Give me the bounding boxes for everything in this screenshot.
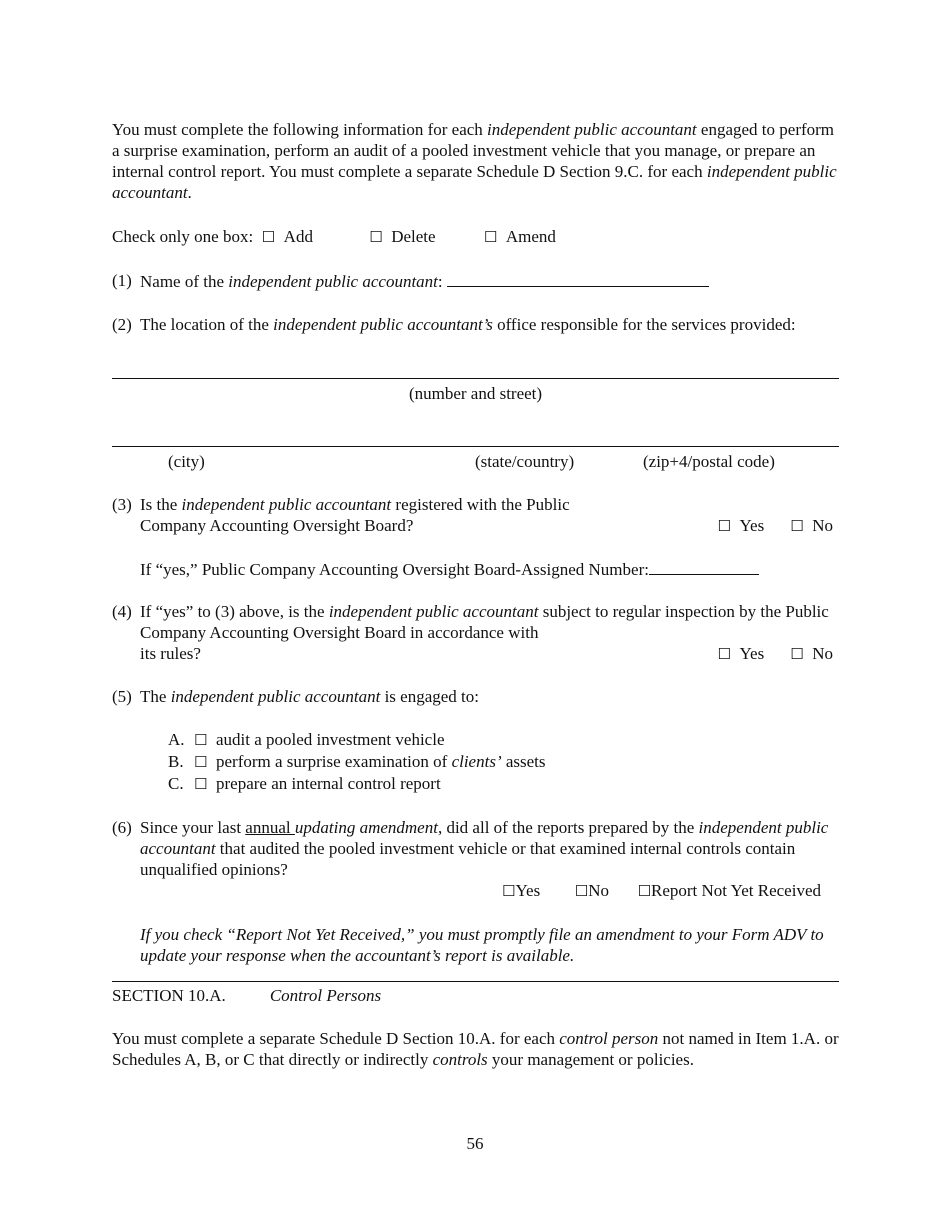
question-number: (3) — [112, 495, 132, 514]
question-number: (4) — [112, 602, 132, 621]
option-b-checkbox[interactable]: ☐ — [194, 753, 208, 771]
address-labels — [112, 451, 839, 472]
question-number: (2) — [112, 315, 132, 334]
option-a-checkbox[interactable]: ☐ — [194, 731, 208, 749]
delete-checkbox[interactable]: ☐ — [369, 228, 383, 246]
q4-no-checkbox[interactable]: ☐ — [790, 645, 804, 663]
section-id: SECTION 10.A. — [112, 986, 226, 1005]
street-label: (number and street) — [408, 384, 543, 403]
city-label: (city) — [168, 452, 205, 471]
section-title: Control Persons — [269, 986, 382, 1005]
option-a: A. ☐ audit a pooled investment vehicle — [168, 730, 445, 749]
delete-label: Delete — [391, 227, 436, 246]
q3-yes-no: ☐ Yes ☐ No — [717, 516, 833, 535]
question-3: (3) Is the independent public accountant registered with the Public Company Accounting Oversight Board? ☐ Yes ☐ No — [112, 495, 833, 535]
section-heading — [112, 985, 839, 1006]
section-paragraph: You must complete a separate Schedule D Section 10.A. for each control person not named in Item 1.A. or Schedules A, B, or C that directly or indirectly controls your management or policies. — [112, 1029, 839, 1069]
q6-answer-row: ☐Yes ☐No ☐Report Not Yet Received — [140, 880, 839, 902]
option-b: B. ☐ perform a surprise examination of clients’ assets — [168, 752, 546, 771]
pcaob-number-row: If “yes,” Public Company Accounting Oversight Board-Assigned Number: — [112, 558, 839, 580]
q6-yes-checkbox[interactable]: ☐ — [502, 882, 516, 900]
street-address-field[interactable] — [112, 378, 839, 379]
form-page — [112, 119, 839, 1070]
q3-yes-checkbox[interactable]: ☐ — [717, 517, 731, 535]
option-c: C. ☐ prepare an internal control report — [168, 774, 441, 793]
amend-label: Amend — [505, 227, 556, 246]
amend-checkbox[interactable]: ☐ — [483, 228, 498, 246]
accountant-name-field[interactable] — [447, 270, 709, 287]
report-note: If you check “Report Not Yet Received,” you must promptly file an amendment to your Form ADV to update your response when the accountant’s report is available. — [140, 925, 824, 965]
question-2: (2) The location of the independent public accountant’s office responsible for the services provided: — [112, 315, 796, 334]
pcaob-number-field[interactable] — [649, 558, 759, 575]
check-one-box-row — [112, 226, 839, 248]
add-checkbox[interactable]: ☐ — [261, 228, 276, 246]
check-label: Check only one box: — [112, 227, 254, 246]
question-6: (6) Since your last annual updating amendment, did all of the reports prepared by the independent public accountant that audited the pooled investment vehicle or that examined internal controls contain unqualified opinions? ☐Yes ☐No ☐Report Not Yet Received — [112, 817, 839, 902]
question-number: (1) — [112, 271, 132, 290]
zip-label: (zip+4/postal code) — [643, 452, 775, 471]
q6-no-checkbox[interactable]: ☐ — [574, 882, 589, 900]
question-4: (4) If “yes” to (3) above, is the independent public accountant subject to regular inspection by the Public Company Accounting Oversight Board in accordance with its rules? ☐ Yes ☐ No — [112, 602, 833, 663]
q4-yes-no: ☐ Yes ☐ No — [717, 644, 833, 663]
question-5: (5) The independent public accountant is engaged to: — [112, 687, 479, 706]
q3-no-checkbox[interactable]: ☐ — [790, 517, 804, 535]
question-number: (6) — [112, 818, 132, 837]
engagement-options — [112, 729, 839, 795]
option-c-checkbox[interactable]: ☐ — [194, 775, 208, 793]
intro-paragraph: You must complete the following information for each independent public accountant engaged to perform a surprise examination, perform an audit of a pooled investment vehicle that you manage, or prepare an internal control report. You must complete a separate Schedule D Section 9.C. for each independent public accountant. — [112, 120, 837, 202]
add-label: Add — [283, 227, 313, 246]
q6-not-received-checkbox[interactable]: ☐ — [637, 882, 652, 900]
city-state-zip-field[interactable] — [112, 446, 839, 447]
question-number: (5) — [112, 687, 132, 706]
section-divider — [112, 981, 839, 982]
question-1: (1) Name of the independent public accountant: — [112, 270, 839, 292]
page-number: 56 — [466, 1134, 484, 1153]
state-label: (state/country) — [475, 452, 575, 471]
q4-yes-checkbox[interactable]: ☐ — [717, 645, 731, 663]
